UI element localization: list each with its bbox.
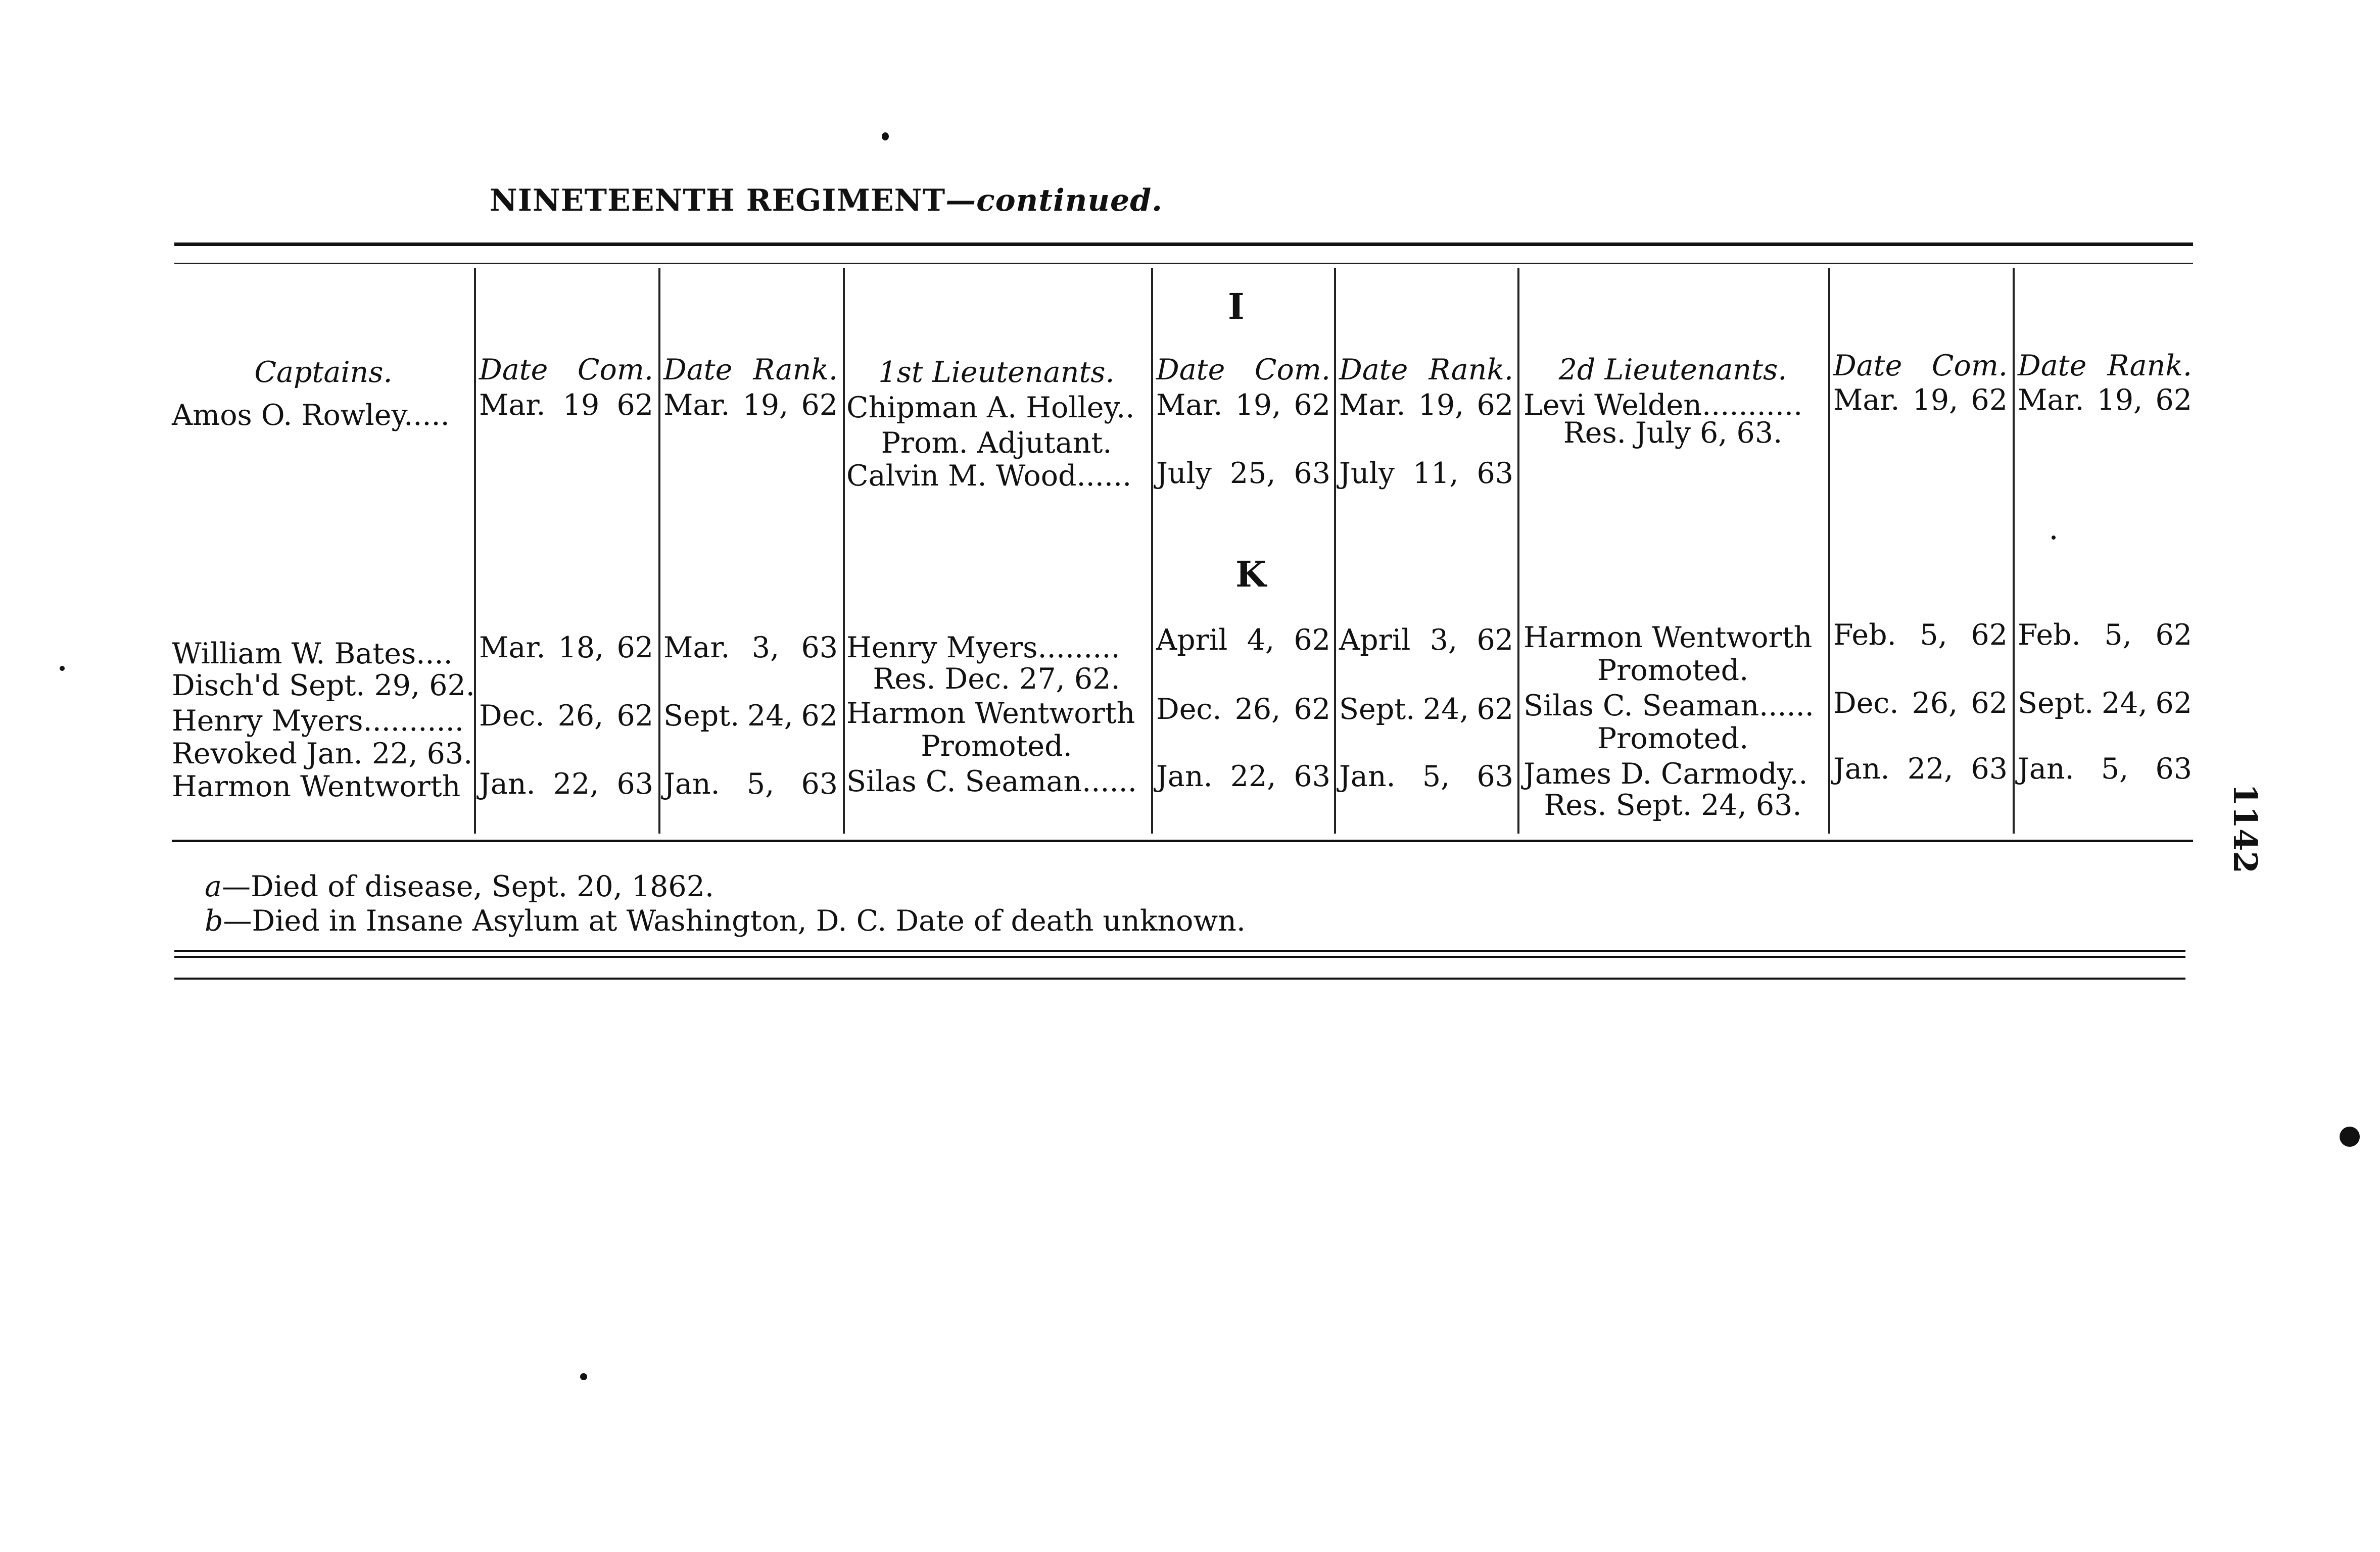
footnote-a-key: a bbox=[205, 870, 222, 903]
captain-name: Henry Myers........... bbox=[172, 704, 464, 738]
first-lt-note: Promoted. bbox=[921, 730, 1072, 763]
date-com: July 25, 63 bbox=[1156, 457, 1330, 490]
footnote-a-text: —Died of disease, Sept. 20, 1862. bbox=[221, 870, 715, 903]
header-date-rank: Date Rank. bbox=[2018, 349, 2192, 382]
ink-speck bbox=[2052, 536, 2056, 540]
ink-speck bbox=[580, 1373, 587, 1380]
page-title bbox=[0, 183, 1652, 218]
date-rank: Jan. 5, 63 bbox=[663, 767, 838, 801]
col-rule bbox=[1517, 268, 1519, 834]
col-rule bbox=[1151, 268, 1153, 834]
date-rank: Mar. 19, 62 bbox=[2018, 383, 2192, 417]
footnote-b-key: b bbox=[205, 904, 223, 938]
captain-name: Harmon Wentworth bbox=[172, 770, 461, 803]
date-com: April 4, 62 bbox=[1156, 623, 1330, 657]
section-k: K bbox=[1235, 553, 1266, 595]
second-lt-name: Harmon Wentworth bbox=[1524, 621, 1813, 654]
first-lt-name: Chipman A. Holley.. bbox=[846, 391, 1135, 424]
closing-rule bbox=[174, 956, 2185, 958]
date-rank: Feb. 5, 62 bbox=[2018, 618, 2192, 652]
date-rank: Sept. 24, 62 bbox=[663, 699, 838, 733]
captain-name: Amos O. Rowley..... bbox=[172, 399, 450, 432]
captain-name: William W. Bates.... bbox=[172, 637, 453, 670]
date-rank: Jan. 5, 63 bbox=[2018, 752, 2192, 786]
date-com: Mar. 19, 62 bbox=[1156, 389, 1330, 422]
closing-rule bbox=[174, 978, 2185, 980]
first-lt-name: Henry Myers......... bbox=[846, 631, 1120, 664]
footnote-b bbox=[205, 904, 1246, 938]
second-lt-name: Silas C. Seaman...... bbox=[1524, 689, 1814, 722]
date-com: Jan. 22, 63 bbox=[1156, 760, 1330, 793]
date-com: Dec. 26, 62 bbox=[1156, 693, 1330, 726]
table-bottom-rule bbox=[172, 840, 2193, 842]
header-second-lieutenants: 2d Lieutenants. bbox=[1558, 353, 1787, 386]
date-com: Mar. 18, 62 bbox=[479, 631, 653, 664]
header-first-lieutenants: 1st Lieutenants. bbox=[878, 356, 1115, 389]
first-lt-note: Res. Dec. 27, 62. bbox=[873, 662, 1120, 696]
captain-note: Disch'd Sept. 29, 62. bbox=[172, 669, 475, 702]
date-com: Dec. 26, 62 bbox=[479, 699, 653, 733]
second-lt-note: Promoted. bbox=[1597, 722, 1749, 755]
closing-rule bbox=[174, 950, 2185, 952]
ink-speck bbox=[882, 132, 889, 140]
page-number: 1142 bbox=[2226, 783, 2264, 874]
date-rank: Jan. 5, 63 bbox=[1339, 760, 1513, 793]
second-lt-note: Res. Sept. 24, 63. bbox=[1544, 789, 1802, 822]
footnote-a bbox=[205, 870, 714, 903]
date-rank: Sept. 24, 62 bbox=[2018, 687, 2192, 720]
title-main: NINETEENTH REGIMENT bbox=[489, 183, 946, 218]
date-rank: Sept. 24, 62 bbox=[1339, 693, 1513, 726]
second-lt-note: Promoted. bbox=[1597, 654, 1749, 687]
ink-speck bbox=[2340, 1127, 2360, 1147]
title-continued: —continued. bbox=[945, 183, 1163, 218]
ink-speck bbox=[60, 666, 65, 671]
captain-note: Revoked Jan. 22, 63. bbox=[172, 737, 473, 770]
date-com: Feb. 5, 62 bbox=[1833, 618, 2008, 652]
date-com: Jan. 22, 63 bbox=[479, 767, 653, 801]
col-rule bbox=[474, 268, 476, 834]
header-captains: Captains. bbox=[254, 356, 393, 389]
date-rank: Mar. 19, 62 bbox=[1339, 389, 1513, 422]
second-lt-name: Levi Welden........... bbox=[1524, 389, 1803, 422]
section-i: I bbox=[1228, 285, 1245, 327]
footnote-b-text: —Died in Insane Asylum at Washington, D. C. Date of death unknown. bbox=[223, 904, 1246, 938]
date-com: Dec. 26, 62 bbox=[1833, 687, 2008, 720]
header-date-rank: Date Rank. bbox=[663, 353, 838, 386]
date-com: Mar. 19, 62 bbox=[1833, 383, 2008, 417]
header-date-com: Date Com. bbox=[1156, 353, 1330, 386]
second-lt-name: James D. Carmody.. bbox=[1524, 757, 1808, 791]
col-rule bbox=[2013, 268, 2015, 834]
first-lt-name: Harmon Wentworth bbox=[846, 697, 1135, 730]
table-top-rule-thin bbox=[174, 263, 2193, 264]
header-date-rank: Date Rank. bbox=[1339, 353, 1513, 386]
date-rank: April 3, 62 bbox=[1339, 623, 1513, 657]
first-lt-note: Prom. Adjutant. bbox=[881, 426, 1112, 460]
date-com: Jan. 22, 63 bbox=[1833, 752, 2008, 786]
first-lt-name: Calvin M. Wood...... bbox=[846, 459, 1132, 493]
date-rank: Mar. 3, 63 bbox=[663, 631, 838, 664]
second-lt-note: Res. July 6, 63. bbox=[1563, 416, 1783, 450]
date-rank: July 11, 63 bbox=[1339, 457, 1513, 490]
date-rank: Mar. 19, 62 bbox=[663, 389, 838, 422]
header-date-com: Date Com. bbox=[1833, 349, 2008, 382]
first-lt-name: Silas C. Seaman...... bbox=[846, 765, 1137, 798]
header-date-com: Date Com. bbox=[479, 353, 653, 386]
col-rule bbox=[1334, 268, 1336, 834]
col-rule bbox=[1828, 268, 1830, 834]
date-com: Mar. 19 62 bbox=[479, 389, 653, 422]
col-rule bbox=[658, 268, 660, 834]
table-top-rule bbox=[174, 243, 2193, 246]
